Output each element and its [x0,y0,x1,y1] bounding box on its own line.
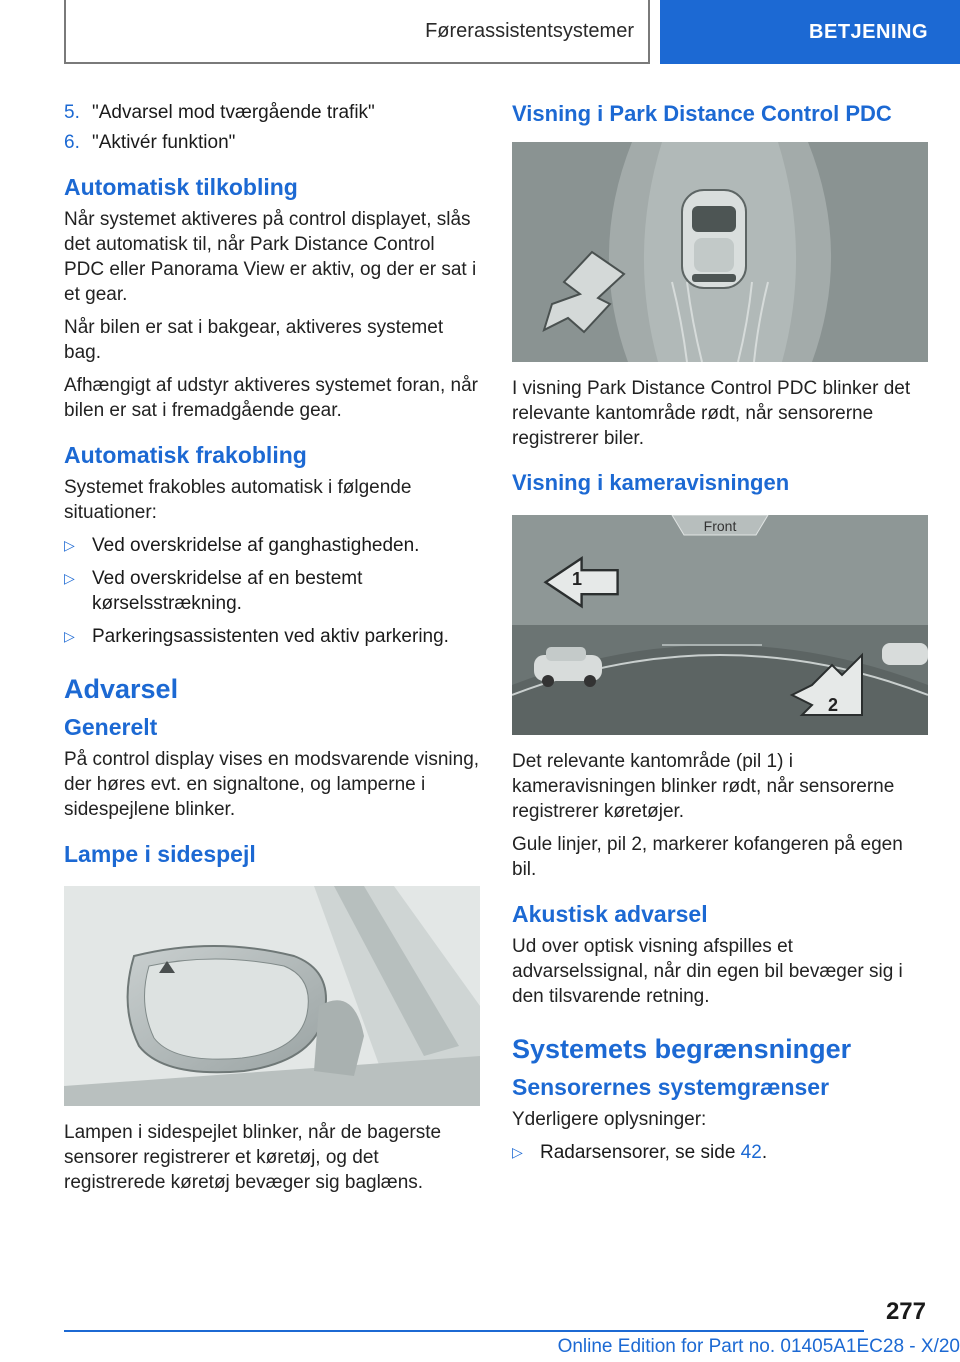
paragraph: Når systemet aktiveres på control displayet, slås det automatisk til, når Park Distance Control PDC eller Panorama View er aktiv, og der er sat i et gear. [64,209,477,305]
mirror-image [64,886,480,1106]
list-item: ▷ Ved overskridelse af ganghastigheden. [64,535,420,556]
list-item: ▷ Parkeringsassistenten ved aktiv parkering. [64,626,449,647]
auto-on-heading: Automatisk tilkobling [64,174,298,200]
page-link[interactable]: 42 [740,1142,762,1163]
paragraph: Systemet frakobles automatisk i følgende situationer: [64,477,412,523]
triangle-bullet-icon: ▷ [512,1144,523,1160]
paragraph: Yderligere oplysninger: [512,1109,707,1130]
list-item: 5. "Advarsel mod tværgående trafik" [64,102,375,123]
header-section-title: Førerassistentsystemer [425,19,634,42]
footer-edition: Online Edition for Part no. 01405A1EC28 - X/20 [557,1336,960,1357]
bullet-list [64,533,480,649]
list-item: 6. "Aktivér funktion" [64,132,236,153]
paragraph: Afhængigt af udstyr aktiveres systemet foran, når bilen er sat i fremadgående gear. [64,375,478,421]
paragraph: Gule linjer, pil 2, markerer kofangeren på egen bil. [512,834,903,880]
limits-heading: Systemets begrænsninger [512,1034,852,1064]
general-heading: Generelt [64,714,158,740]
warning-heading: Advarsel [64,674,179,704]
sensor-heading: Sensorernes systemgrænser [512,1074,830,1100]
acoustic-heading: Akustisk advarsel [512,901,708,927]
pdc-view-image [512,142,928,362]
bullet-list [512,1140,928,1165]
right-column [512,100,928,1177]
header-chapter-tab[interactable] [660,0,960,64]
camera-view-image [512,515,928,735]
numbered-list [64,100,480,155]
pdc-heading: Visning i Park Distance Control PDC [512,101,892,126]
left-column [64,100,480,1203]
footer-divider [64,1330,864,1332]
camera-heading: Visning i kameravisningen [512,470,790,495]
header-chapter-title: BETJENING [809,20,928,43]
list-item: ▷ Radarsensorer, se side 42. [512,1142,768,1163]
header-section-box [64,0,650,64]
triangle-bullet-icon: ▷ [64,628,75,644]
triangle-bullet-icon: ▷ [64,570,75,586]
paragraph: På control display vises en modsvarende visning, der høres evt. en signaltone, og lamperne i sidespejlene blinker. [64,749,480,820]
list-item: ▷ Ved overskridelse af en bestemt kørselsstrækning. [64,568,363,614]
paragraph: Ud over optisk visning afspilles et advarselssignal, når din egen bil bevæger sig i den tilsvarende retning. [512,936,903,1007]
pdc-caption: I visning Park Distance Control PDC blinker det relevante kantområde rødt, når sensorerne registrerer biler. [512,378,911,449]
paragraph: Det relevante kantområde (pil 1) i kameravisningen blinker rødt, når sensorerne registrerer køretøjer. [512,751,895,822]
camera-arrow-1-label: 1 [572,569,583,589]
triangle-bullet-icon: ▷ [64,537,75,553]
mirror-caption: Lampen i sidespejlet blinker, når de bagerste sensorer registrerer et køretøj, og det registrerede køretøj bevæger sig baglæns. [64,1122,442,1193]
paragraph: Når bilen er sat i bakgear, aktiveres systemet bag. [64,317,444,363]
page-number: 277 [885,1298,926,1325]
camera-front-label: Front [703,518,737,534]
auto-off-heading: Automatisk frakobling [64,442,307,468]
camera-arrow-2-label: 2 [828,695,839,715]
mirror-heading: Lampe i sidespejl [64,841,256,867]
